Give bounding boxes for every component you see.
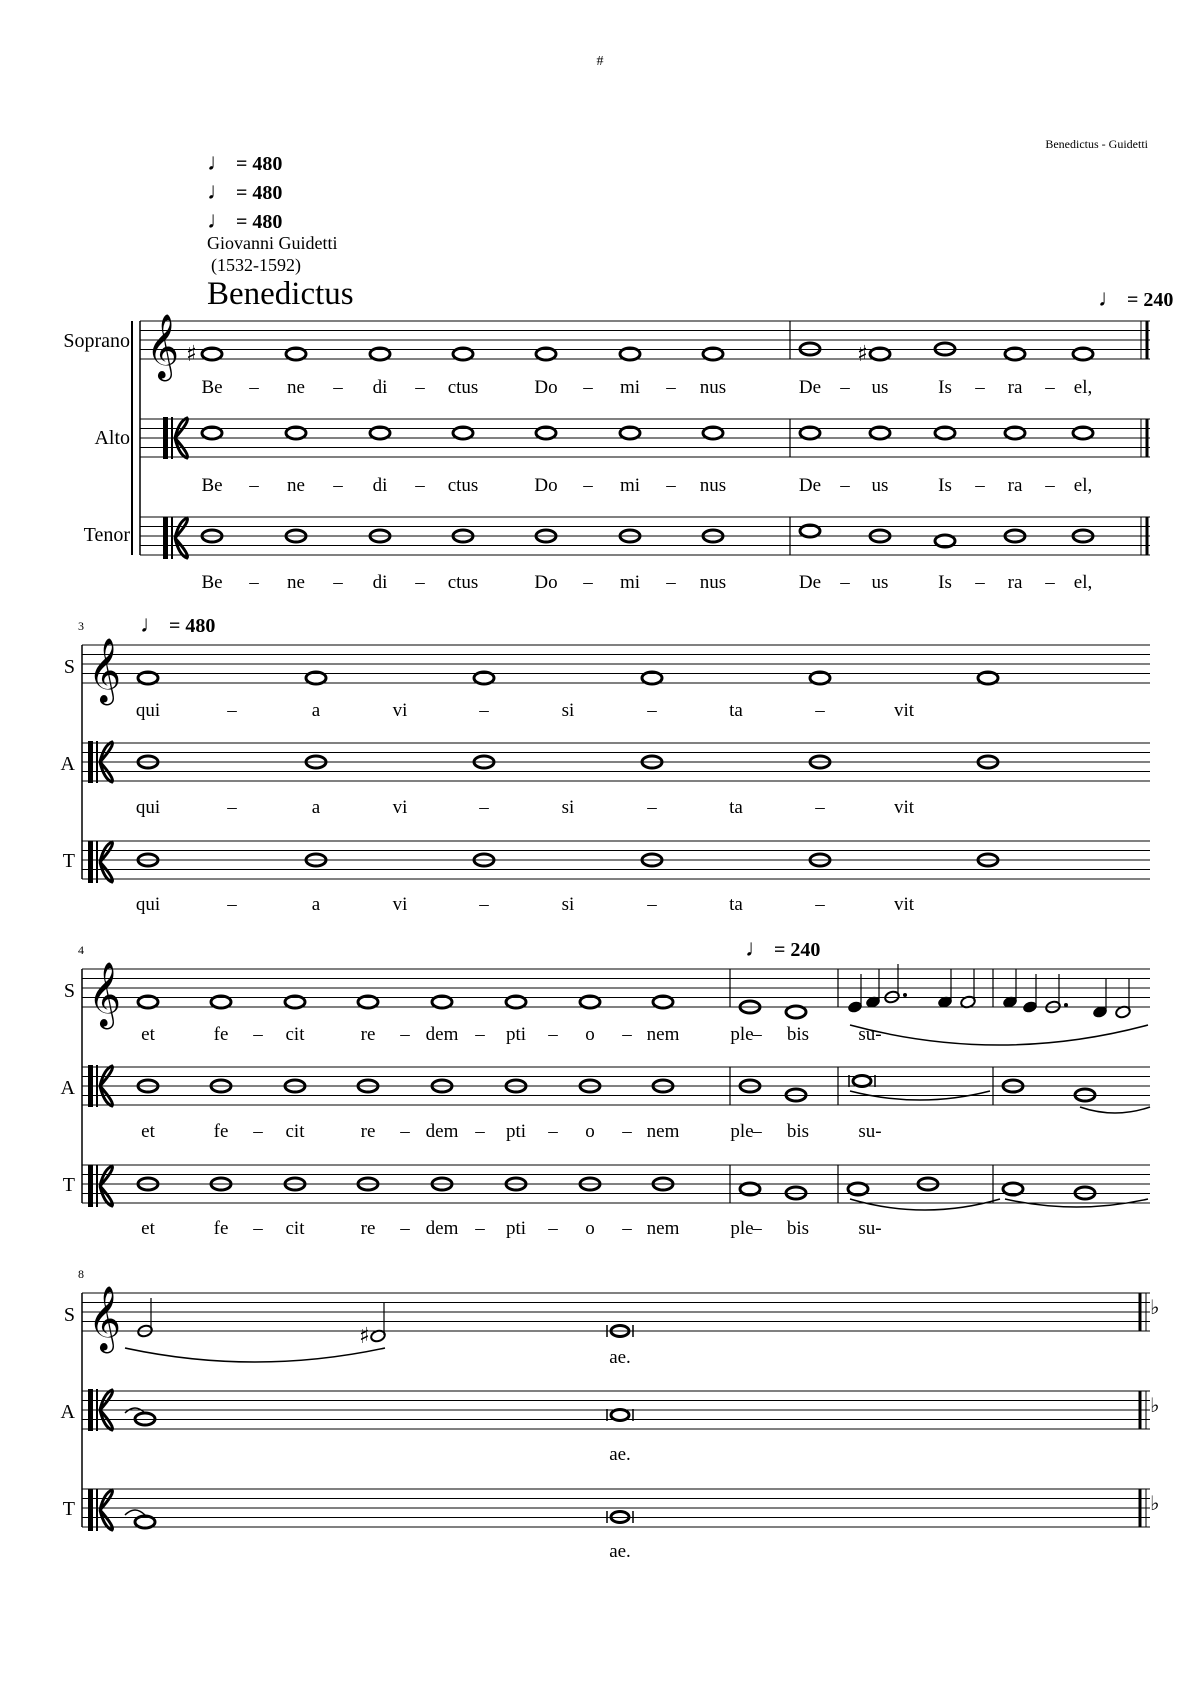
c-clef-icon	[171, 517, 173, 559]
lyric-syllable: –	[666, 475, 676, 496]
lyric-syllable: –	[583, 377, 593, 398]
lyric-syllable: mi	[619, 572, 641, 593]
quarter-note-icon: ♩	[207, 150, 231, 176]
lyric-syllable: di	[372, 572, 388, 593]
breve-note	[611, 1410, 629, 1421]
c-clef-icon	[96, 1165, 98, 1207]
lyric-syllable: dem	[425, 1024, 459, 1045]
lyric-syllable: vi	[392, 894, 408, 915]
c-clef-icon	[100, 842, 113, 862]
lyric-syllable: us	[871, 377, 889, 398]
lyric-syllable: bis	[786, 1024, 810, 1045]
lyric-syllable: us	[871, 572, 889, 593]
lyric-syllable: ta	[729, 700, 743, 721]
lyric-syllable: –	[253, 1218, 263, 1239]
c-clef-icon	[96, 741, 98, 783]
lyric-syllable: bis	[786, 1121, 810, 1142]
treble-clef-icon: 𝄞	[146, 314, 180, 379]
lyric-syllable: –	[647, 797, 657, 818]
slur	[125, 1510, 145, 1515]
lyric-syllable: re	[360, 1024, 376, 1045]
measure-number: 8	[78, 1267, 84, 1281]
slur	[850, 1199, 1000, 1210]
lyric-syllable: ple	[730, 1218, 754, 1239]
lyric-syllable: –	[548, 1218, 558, 1239]
tempo-mark	[207, 179, 282, 206]
lyric-syllable: qui	[135, 894, 161, 915]
lyric-syllable: –	[400, 1121, 410, 1142]
lyric-syllable: –	[249, 572, 259, 593]
lyric-syllable: cit	[285, 1121, 305, 1142]
lyric-syllable: –	[647, 700, 657, 721]
lyric-syllable: Is	[938, 475, 952, 496]
lyric-syllable: –	[583, 475, 593, 496]
c-clef-icon	[96, 1389, 98, 1431]
lyric-syllable: Is	[938, 377, 952, 398]
lyric-syllable: –	[479, 894, 489, 915]
quarter-note-icon: ♩	[745, 936, 769, 962]
lyric-syllable: –	[475, 1121, 485, 1142]
lyric-syllable: –	[975, 475, 985, 496]
c-clef-icon	[88, 841, 93, 883]
lyric-syllable: el,	[1073, 572, 1093, 593]
lyric-syllable: vi	[392, 700, 408, 721]
lyric-syllable: –	[227, 797, 237, 818]
lyric-syllable: fe	[213, 1218, 229, 1239]
lyric-syllable: –	[622, 1218, 632, 1239]
lyric-syllable: dem	[425, 1218, 459, 1239]
staff-label-soprano: S	[63, 1304, 75, 1326]
lyric-syllable: ra	[1007, 475, 1023, 496]
c-clef-icon	[163, 517, 168, 559]
lyric-syllable: –	[548, 1121, 558, 1142]
slur	[125, 1348, 385, 1362]
lyric-syllable: ctus	[447, 475, 479, 496]
lyric-syllable: –	[415, 475, 425, 496]
lyric-syllable: si	[561, 894, 575, 915]
lyric-syllable: fe	[213, 1024, 229, 1045]
staff-label-tenor: T	[62, 1498, 75, 1520]
lyric-syllable: o	[585, 1121, 595, 1142]
lyric-syllable: o	[585, 1218, 595, 1239]
lyric-syllable: ne	[287, 475, 305, 496]
lyric-syllable: Do	[534, 377, 558, 398]
lyric-syllable: ta	[729, 797, 743, 818]
lyric-syllable: a	[311, 700, 321, 721]
lyric-syllable: ctus	[447, 572, 479, 593]
tempo-value: = 240	[774, 939, 821, 961]
lyric-syllable: ne	[287, 377, 305, 398]
lyric-syllable: –	[415, 572, 425, 593]
lyric-syllable: bis	[786, 1218, 810, 1239]
lyric-syllable: –	[815, 894, 825, 915]
lyric-syllable: re	[360, 1218, 376, 1239]
lyric-syllable: ctus	[447, 377, 479, 398]
lyric-syllable: nus	[699, 377, 727, 398]
lyric-syllable: –	[249, 377, 259, 398]
staff-label-alto: Alto	[94, 427, 130, 449]
c-clef-icon	[88, 1165, 93, 1207]
lyric-syllable: –	[975, 572, 985, 593]
tempo-mark	[207, 208, 282, 235]
lyric-syllable: –	[666, 572, 676, 593]
sharp-icon: ♯	[359, 1324, 370, 1349]
tempo-value: = 480	[169, 615, 216, 637]
c-clef-icon	[88, 1489, 93, 1531]
lyric-syllable: el,	[1073, 475, 1093, 496]
lyric-syllable: –	[400, 1218, 410, 1239]
lyric-syllable: qui	[135, 700, 161, 721]
composer	[207, 232, 337, 276]
lyric-syllable: su-	[858, 1218, 882, 1239]
lyric-syllable: vi	[392, 797, 408, 818]
tempo-value: = 240	[1127, 289, 1174, 311]
lyric-syllable: –	[548, 1024, 558, 1045]
lyric-syllable: et	[141, 1218, 155, 1239]
lyric-syllable: qui	[135, 797, 161, 818]
staff-label-tenor: T	[62, 1174, 75, 1196]
lyric-syllable: –	[840, 475, 850, 496]
staff-label-soprano: S	[63, 980, 75, 1002]
lyric-syllable: pti	[505, 1024, 527, 1045]
staff-label-soprano: S	[63, 656, 75, 678]
lyric-syllable: –	[1045, 377, 1055, 398]
c-clef-icon	[96, 1489, 98, 1531]
lyric-syllable: di	[372, 475, 388, 496]
treble-clef-icon: 𝄞	[88, 638, 122, 703]
lyric-syllable: –	[583, 572, 593, 593]
lyric-syllable: pti	[505, 1121, 527, 1142]
lyric-syllable: si	[561, 700, 575, 721]
lyric-syllable: ple	[730, 1121, 754, 1142]
quarter-note-icon: ♩	[207, 179, 231, 205]
lyric-syllable: nem	[646, 1218, 680, 1239]
flat-icon: ♭	[1150, 1393, 1160, 1417]
lyric-syllable: –	[253, 1024, 263, 1045]
flat-icon: ♭	[1150, 1295, 1160, 1319]
lyric-syllable: ae.	[609, 1347, 631, 1368]
lyric-syllable: –	[840, 572, 850, 593]
breve-note	[853, 1076, 871, 1087]
sharp-icon: ♯	[186, 342, 197, 367]
c-clef-icon	[171, 417, 173, 459]
lyric-syllable: –	[415, 377, 425, 398]
staff-label-soprano: Soprano	[63, 330, 130, 352]
lyric-syllable: dem	[425, 1121, 459, 1142]
lyric-syllable: –	[622, 1121, 632, 1142]
tempo-value: = 480	[236, 211, 283, 233]
lyric-syllable: Be	[201, 572, 223, 593]
c-clef-icon	[96, 1065, 98, 1107]
c-clef-icon	[96, 841, 98, 883]
quarter-note-icon: ♩	[207, 208, 231, 234]
dot	[1064, 1003, 1068, 1007]
lyric-syllable: Be	[201, 475, 223, 496]
lyric-syllable: –	[249, 475, 259, 496]
quarter-note-icon: ♩	[1098, 286, 1122, 312]
lyric-syllable: su-	[858, 1121, 882, 1142]
page-number: #	[596, 54, 604, 69]
lyric-syllable: vit	[893, 894, 915, 915]
lyric-syllable: –	[479, 797, 489, 818]
lyric-syllable: cit	[285, 1024, 305, 1045]
measure-number: 4	[78, 943, 84, 957]
lyric-syllable: a	[311, 797, 321, 818]
lyric-syllable: –	[840, 377, 850, 398]
lyric-syllable: –	[1045, 475, 1055, 496]
lyric-syllable: us	[871, 475, 889, 496]
lyric-syllable: Do	[534, 572, 558, 593]
slur	[850, 1025, 1148, 1045]
lyric-syllable: –	[647, 894, 657, 915]
treble-clef-icon: 𝄞	[88, 1286, 122, 1351]
lyric-syllable: De	[798, 572, 822, 593]
lyric-syllable: ple	[730, 1024, 754, 1045]
lyric-syllable: ne	[287, 572, 305, 593]
lyric-syllable: el,	[1073, 377, 1093, 398]
c-clef-icon	[100, 1490, 113, 1510]
lyric-syllable: –	[333, 572, 343, 593]
lyric-syllable: cit	[285, 1218, 305, 1239]
lyric-syllable: De	[798, 377, 822, 398]
lyric-syllable: nus	[699, 475, 727, 496]
sharp-icon: ♯	[857, 342, 868, 367]
c-clef-icon	[88, 1065, 93, 1107]
treble-clef-icon: 𝄞	[88, 962, 122, 1027]
lyric-syllable: et	[141, 1024, 155, 1045]
lyric-syllable: vit	[893, 700, 915, 721]
lyric-syllable: –	[227, 894, 237, 915]
lyric-syllable: –	[815, 797, 825, 818]
tempo-value: = 480	[236, 153, 283, 175]
lyric-syllable: mi	[619, 475, 641, 496]
lyric-syllable: nem	[646, 1121, 680, 1142]
lyric-syllable: –	[752, 1024, 762, 1045]
lyric-syllable: De	[798, 475, 822, 496]
c-clef-icon	[175, 518, 188, 538]
lyric-syllable: di	[372, 377, 388, 398]
lyric-syllable: pti	[505, 1218, 527, 1239]
lyric-syllable: –	[479, 700, 489, 721]
lyric-syllable: ra	[1007, 377, 1023, 398]
staff-label-alto: A	[60, 1077, 75, 1099]
whole-note	[786, 1006, 806, 1018]
lyric-syllable: a	[311, 894, 321, 915]
tempo-mark	[1098, 286, 1173, 313]
lyric-syllable: ta	[729, 894, 743, 915]
tempo-value: = 480	[236, 182, 283, 204]
tempo-mark	[140, 612, 215, 639]
staff-label-tenor: Tenor	[83, 524, 130, 546]
lyric-syllable: ra	[1007, 572, 1023, 593]
lyric-syllable: mi	[619, 377, 641, 398]
quarter-note-icon: ♩	[140, 612, 164, 638]
lyric-syllable: –	[1045, 572, 1055, 593]
c-clef-icon	[88, 741, 93, 783]
lyric-syllable: –	[752, 1218, 762, 1239]
measure-number: 3	[78, 619, 84, 633]
composer-name: Giovanni Guidetti	[207, 233, 338, 253]
slur	[1080, 1107, 1150, 1113]
lyric-syllable: –	[622, 1024, 632, 1045]
c-clef-icon	[88, 1389, 93, 1431]
lyric-syllable: fe	[213, 1121, 229, 1142]
lyric-syllable: nem	[646, 1024, 680, 1045]
lyric-syllable: ae.	[609, 1444, 631, 1465]
lyric-syllable: –	[333, 377, 343, 398]
lyric-syllable: vit	[893, 797, 915, 818]
c-clef-icon	[100, 1166, 113, 1186]
page-title: Benedictus	[207, 276, 354, 312]
tempo-mark	[745, 936, 820, 963]
lyric-syllable: Is	[938, 572, 952, 593]
lyric-syllable: su-	[858, 1024, 882, 1045]
staff-label-tenor: T	[62, 850, 75, 872]
lyric-syllable: Be	[201, 377, 223, 398]
lyric-syllable: nus	[699, 572, 727, 593]
lyric-syllable: –	[752, 1121, 762, 1142]
flat-icon: ♭	[1150, 1491, 1160, 1515]
lyric-syllable: o	[585, 1024, 595, 1045]
running-title: Benedictus - Guidetti	[1045, 137, 1148, 151]
lyric-syllable: re	[360, 1121, 376, 1142]
lyric-syllable: –	[227, 700, 237, 721]
composer-dates: (1532-1592)	[211, 255, 301, 275]
lyric-syllable: –	[253, 1121, 263, 1142]
c-clef-icon	[163, 417, 168, 459]
lyric-syllable: –	[666, 377, 676, 398]
lyric-syllable: –	[400, 1024, 410, 1045]
lyric-syllable: –	[333, 475, 343, 496]
staff-label-alto: A	[60, 753, 75, 775]
lyric-syllable: ae.	[609, 1541, 631, 1562]
lyric-syllable: si	[561, 797, 575, 818]
lyric-syllable: –	[475, 1218, 485, 1239]
lyric-syllable: et	[141, 1121, 155, 1142]
lyric-syllable: Do	[534, 475, 558, 496]
lyric-syllable: –	[475, 1024, 485, 1045]
tempo-mark	[207, 150, 282, 177]
lyric-syllable: –	[815, 700, 825, 721]
staff-label-alto: A	[60, 1401, 75, 1423]
lyric-syllable: –	[975, 377, 985, 398]
dot	[903, 993, 907, 997]
